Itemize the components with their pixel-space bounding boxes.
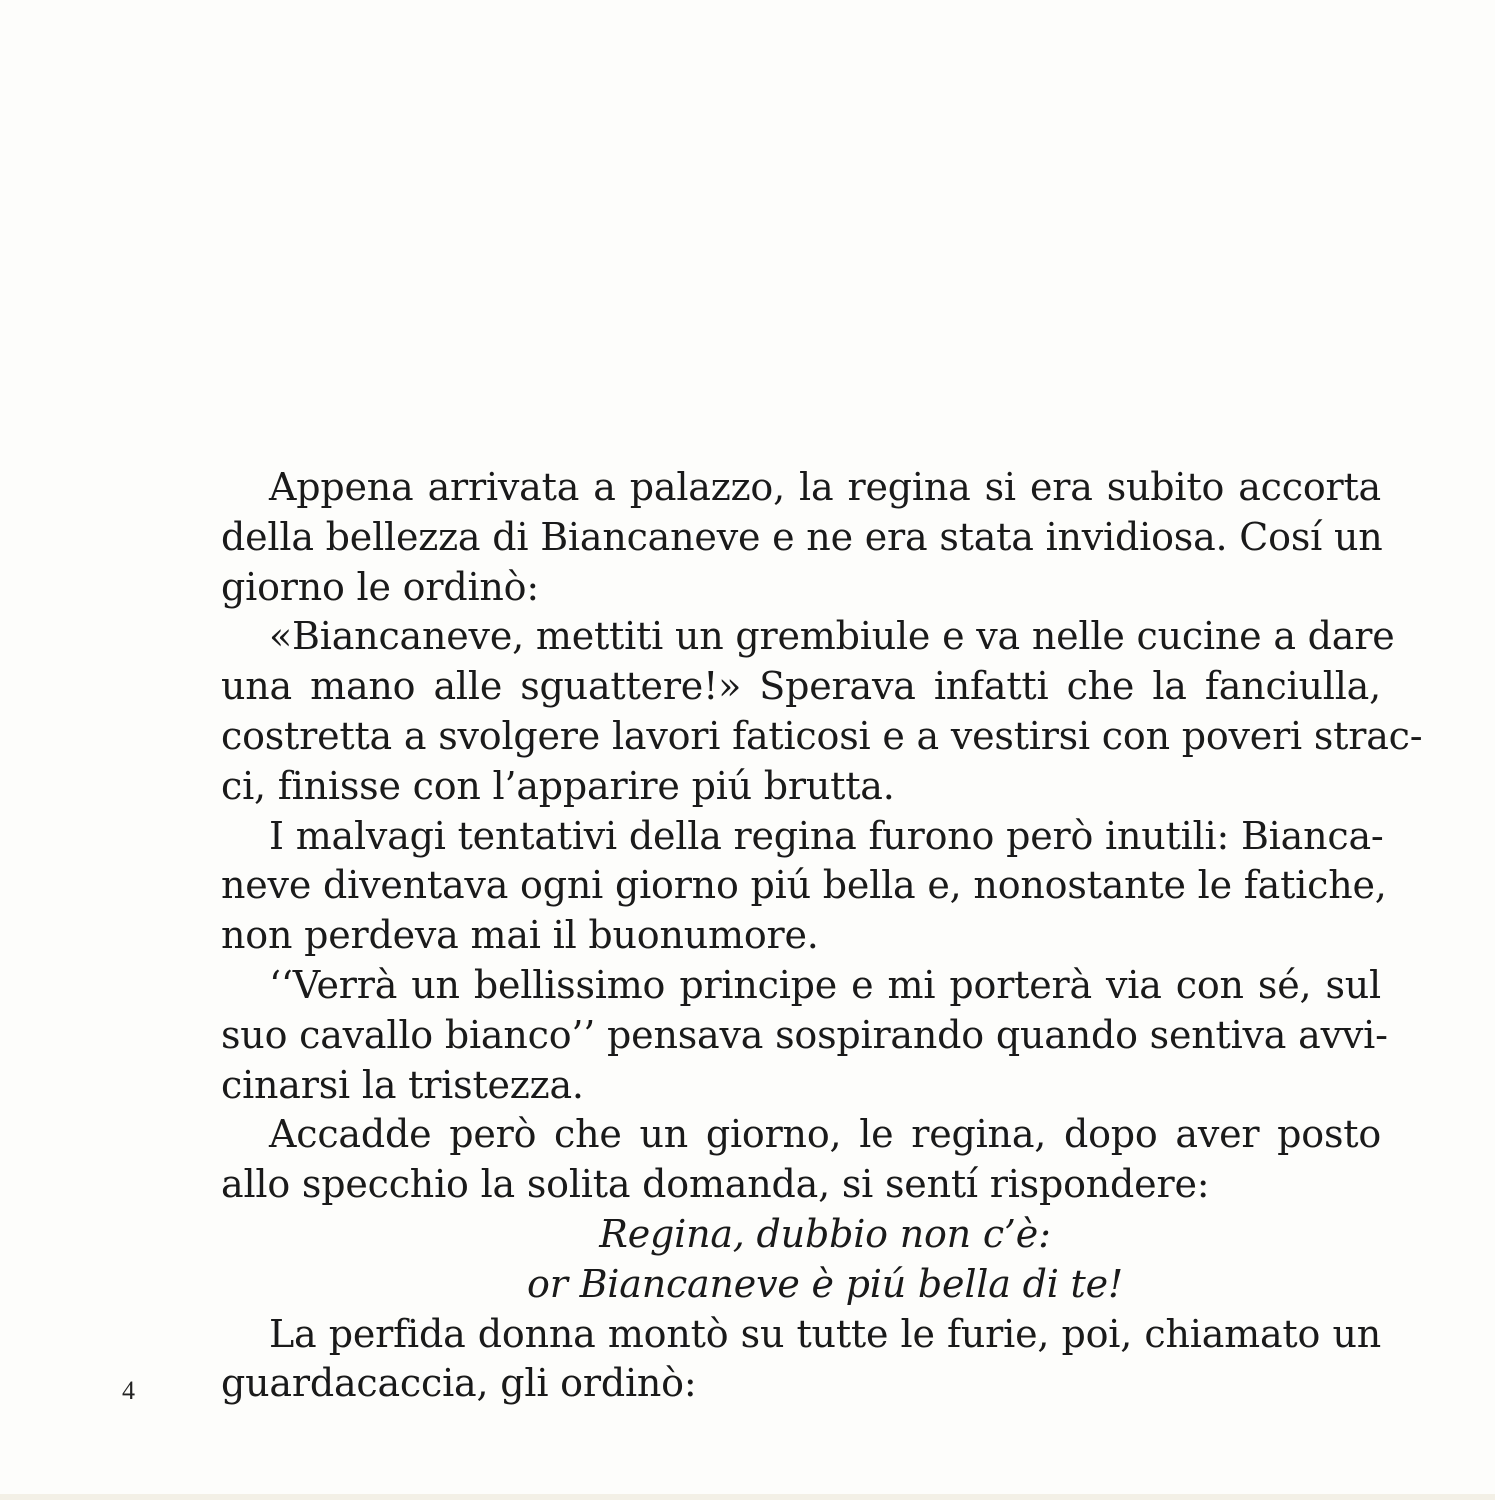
text-line: suo cavallo bianco’’ pensava sospirando quando sentiva avvi-: [221, 1012, 1388, 1057]
text-line: ‘‘Verrà un bellissimo principe e mi porterà via con sé, sul: [269, 962, 1381, 1007]
story-text: [221, 463, 1423, 1409]
page-number: 4: [122, 1376, 135, 1405]
text-line: cinarsi la tristezza.: [221, 1062, 584, 1107]
text-line: Appena arrivata a palazzo, la regina si era subito accorta: [269, 465, 1381, 509]
text-line: una mano alle sguattere!» Sperava infatti che la fanciulla,: [221, 664, 1381, 709]
text-line: giorno le ordinò:: [221, 564, 539, 609]
text-line: allo specchio la solita domanda, si sentí rispondere:: [221, 1162, 1210, 1207]
text-line: ci, finisse con l’apparire piú brutta.: [221, 763, 895, 808]
text-line: Accadde però che un giorno, le regina, dopo aver posto: [269, 1112, 1381, 1157]
text-line: I malvagi tentativi della regina furono però inutili: Bianca-: [269, 813, 1384, 858]
text-line: La perfida donna montò su tutte le furie, poi, chiamato un: [269, 1311, 1381, 1356]
text-line: neve diventava ogni giorno piú bella e, nonostante le fatiche,: [221, 863, 1387, 908]
text-line: della bellezza di Biancaneve e ne era stata invidiosa. Cosí un: [221, 514, 1383, 559]
verse-line: or Biancaneve è piú bella di te!: [527, 1261, 1123, 1306]
text-line: costretta a svolgere lavori faticosi e a vestirsi con poveri strac-: [221, 713, 1423, 758]
text-line: «Biancaneve, mettiti un grembiule e va nelle cucine a dare: [269, 614, 1395, 659]
verse-line: Regina, dubbio non c’è:: [599, 1211, 1051, 1256]
text-line: guardacaccia, gli ordinò:: [221, 1361, 697, 1406]
text-line: non perdeva mai il buonumore.: [221, 913, 819, 958]
